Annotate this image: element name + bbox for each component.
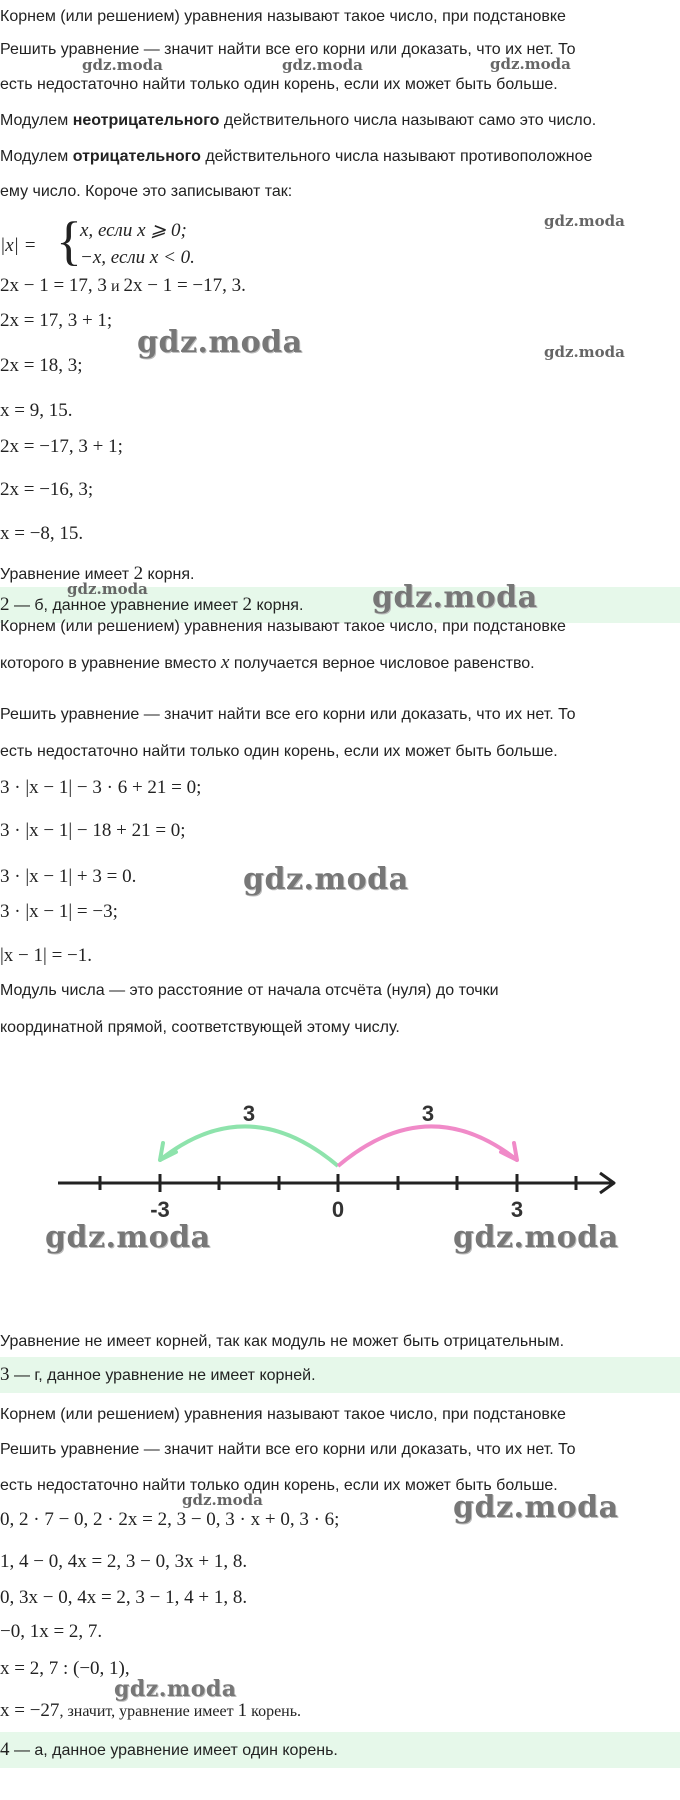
case-1: x, если x ⩾ 0;	[80, 220, 187, 241]
text-line: координатной прямой, соответствующей этому числу.	[0, 1019, 400, 1036]
math-step: 3 · |x − 1| = −3;	[0, 901, 118, 922]
math-step: x = −8, 15.	[0, 523, 84, 544]
text-line: есть недостаточно найти только один корень, если их может быть больше.	[0, 1477, 558, 1494]
math-step: |x − 1| = −1.	[0, 945, 93, 966]
math-step: 0, 2 · 7 − 0, 2 · 2x = 2, 3 − 0, 3 · x + 0, 3 · 6;	[0, 1509, 340, 1530]
watermark: gdz.moda	[243, 862, 409, 897]
math-step: 3 · |x − 1| − 3 · 6 + 21 = 0;	[0, 777, 202, 798]
math-step: 2x = −17, 3 + 1;	[0, 436, 123, 457]
modulus-definition-neg: Модулем отрицательного действительного числа называют противоположное	[0, 148, 593, 165]
watermark: gdz.moda	[490, 55, 571, 73]
math-step: x = 2, 7 : (−0, 1),	[0, 1658, 130, 1679]
math-step: 0, 3x − 0, 4x = 2, 3 − 1, 4 + 1, 8.	[0, 1587, 248, 1608]
modulus-definition-nonneg: Модулем неотрицательного действительного числа называют само это число.	[0, 112, 597, 129]
text-line: ему число. Короче это записывают так:	[0, 183, 293, 200]
watermark: gdz.moda	[67, 580, 148, 598]
math-step: 3 · |x − 1| + 3 = 0.	[0, 866, 137, 887]
watermark: gdz.moda	[45, 1220, 211, 1255]
text-line: Решить уравнение — значит найти все его корни или доказать, что их нет. То	[0, 706, 576, 723]
answer-1: 2 — б, данное уравнение имеет 2 корня.	[0, 594, 304, 615]
text-line: Решить уравнение — значит найти все его корни или доказать, что их нет. То	[0, 1441, 576, 1458]
watermark: gdz.moda	[544, 343, 625, 361]
answer-highlight	[0, 1732, 680, 1768]
roots-count: Уравнение имеет 2 корня.	[0, 563, 195, 584]
equations-pair: 2x − 1 = 17, 3 и 2x − 1 = −17, 3.	[0, 275, 246, 296]
math-step: x = 9, 15.	[0, 400, 73, 421]
math-step: −0, 1x = 2, 7.	[0, 1621, 103, 1642]
text-line: Корнем (или решением) уравнения называют такое число, при подстановке	[0, 8, 566, 25]
text-line: Модуль числа — это расстояние от начала отсчёта (нуля) до точки	[0, 982, 499, 999]
watermark: gdz.moda	[114, 1676, 237, 1702]
watermark: gdz.moda	[453, 1490, 619, 1525]
tick-label-pos3: 3	[510, 1197, 524, 1222]
right-arc-label: 3	[421, 1101, 435, 1126]
watermark: gdz.moda	[182, 1491, 263, 1509]
text-line: которого в уравнение вместо x получается верное числовое равенство.	[0, 652, 535, 673]
math-step: 3 · |x − 1| − 18 + 21 = 0;	[0, 820, 186, 841]
answer-2: 3 — г, данное уравнение не имеет корней.	[0, 1364, 316, 1385]
text-line: Корнем (или решением) уравнения называют такое число, при подстановке	[0, 1406, 566, 1423]
math-step: 2x = 18, 3;	[0, 355, 83, 376]
result-line: x = −27, значит, уравнение имеет 1 корень.	[0, 1700, 302, 1721]
text-line: есть недостаточно найти только один корень, если их может быть больше.	[0, 743, 558, 760]
answer-highlight	[0, 1357, 680, 1393]
tick-label-zero: 0	[331, 1197, 345, 1222]
watermark: gdz.moda	[372, 580, 538, 615]
tick-label-neg3: -3	[150, 1197, 170, 1222]
math-step: 2x = 17, 3 + 1;	[0, 310, 113, 331]
text-line: Решить уравнение — значит найти все его корни или доказать, что их нет. То	[0, 41, 576, 58]
left-arc-label: 3	[242, 1101, 256, 1126]
cases-brace: {	[56, 211, 82, 271]
text-line: есть недостаточно найти только один корень, если их может быть больше.	[0, 76, 558, 93]
left-arc	[160, 1126, 338, 1166]
right-arc	[338, 1126, 517, 1166]
math-step: 2x = −16, 3;	[0, 479, 94, 500]
watermark: gdz.moda	[453, 1220, 619, 1255]
math-step: 1, 4 − 0, 4x = 2, 3 − 0, 3x + 1, 8.	[0, 1551, 248, 1572]
conclusion: Уравнение не имеет корней, так как модуль не может быть отрицательным.	[0, 1333, 565, 1350]
watermark: gdz.moda	[544, 212, 625, 230]
abs-lhs: |x| =	[0, 235, 37, 256]
watermark: gdz.moda	[137, 325, 303, 360]
watermark: gdz.moda	[282, 56, 363, 74]
answer-3: 4 — а, данное уравнение имеет один корень.	[0, 1739, 338, 1760]
case-2: −x, если x < 0.	[80, 247, 195, 268]
text-line: Корнем (или решением) уравнения называют такое число, при подстановке	[0, 618, 566, 635]
right-arc-arrowhead	[501, 1143, 517, 1160]
watermark: gdz.moda	[82, 56, 163, 74]
